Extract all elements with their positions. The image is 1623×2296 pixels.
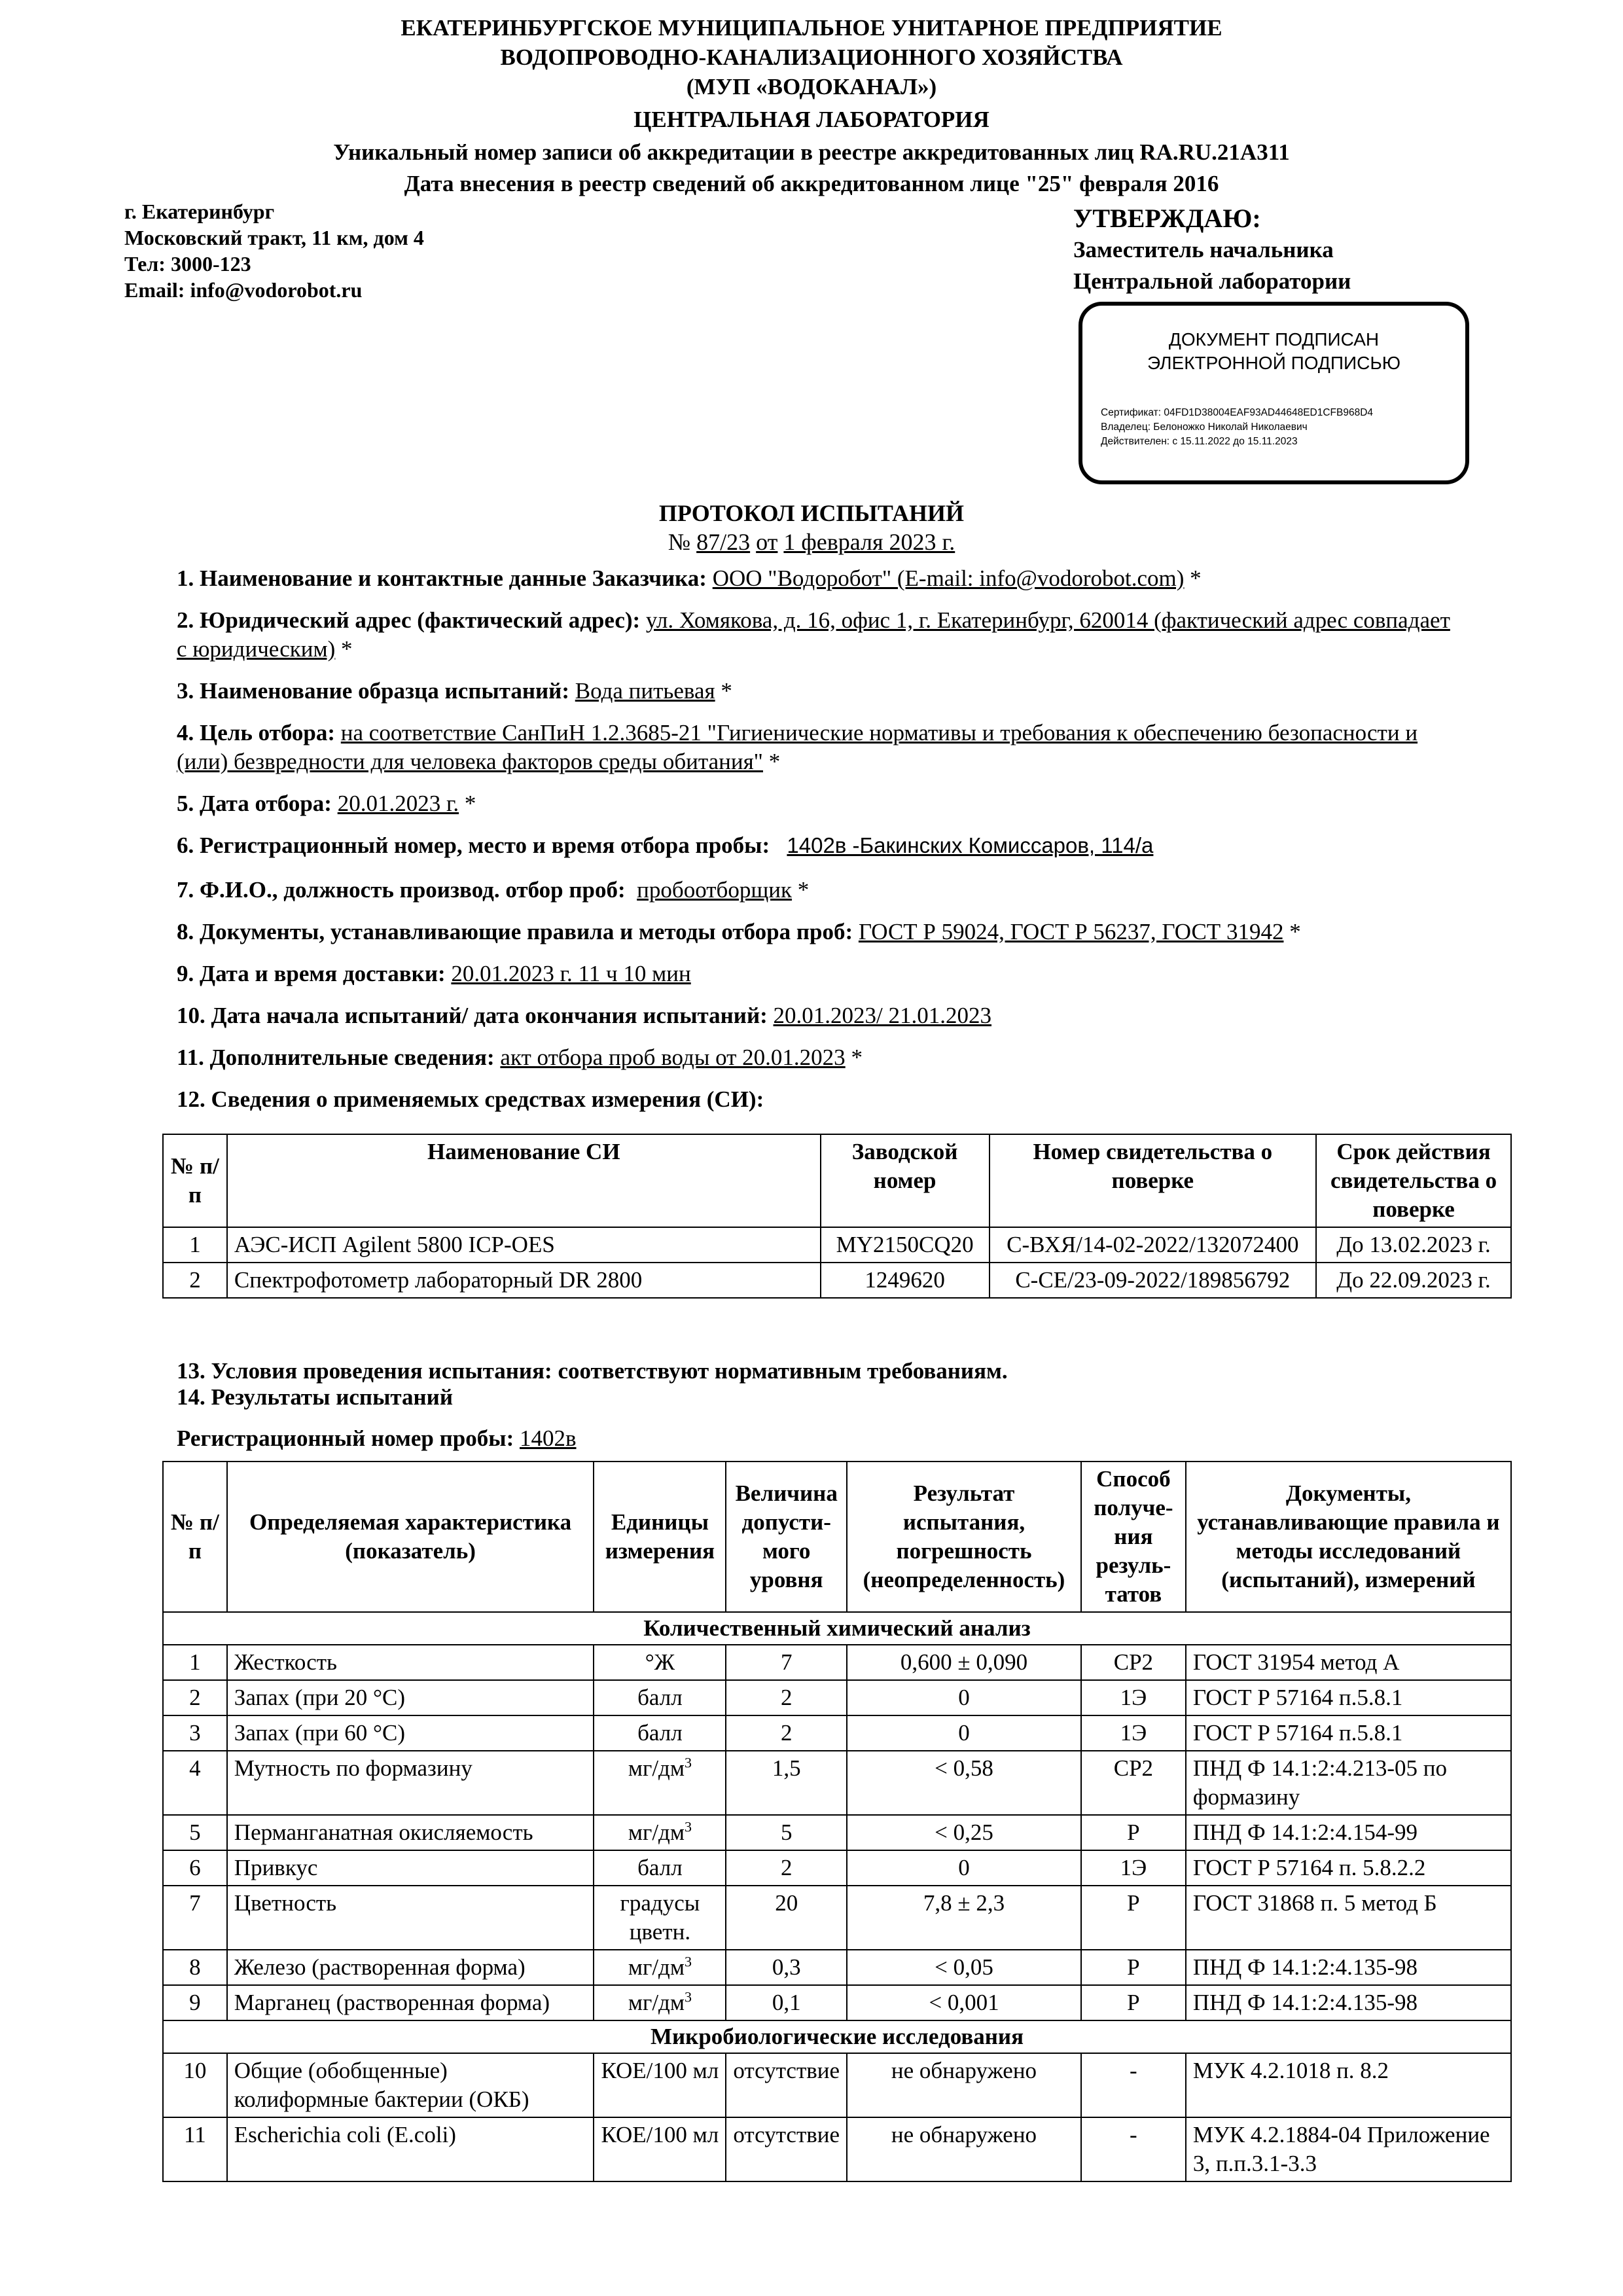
result-document: ПНД Ф 14.1:2:4.213-05 по формазину <box>1186 1751 1511 1815</box>
result-value: < 0,58 <box>847 1751 1081 1815</box>
table-row <box>163 1227 1511 1263</box>
table-row <box>163 1680 1511 1715</box>
result-document: ГОСТ Р 57164 п. 5.8.2.2 <box>1186 1850 1511 1886</box>
result-value: < 0,05 <box>847 1950 1081 1985</box>
field-8-value: ГОСТ Р 59024, ГОСТ Р 56237, ГОСТ 31942 <box>858 919 1284 944</box>
field-1-star: * <box>1190 565 1202 591</box>
protocol-date: 1 февраля 2023 г. <box>783 529 955 555</box>
field-sampling-date <box>177 789 1459 818</box>
field-test-dates <box>177 1001 1459 1030</box>
field-8-label: 8. Документы, устанавливающие правила и методы отбора проб: <box>177 919 853 944</box>
result-value: 0 <box>847 1850 1081 1886</box>
field-measuring-instruments <box>177 1085 1459 1114</box>
result-indicator: Привкус <box>227 1850 594 1886</box>
results-table <box>162 1461 1512 2182</box>
results-header-documents: Документы, устанавливающие правила и методы исследований (испытаний), измерений <box>1186 1462 1511 1612</box>
result-allowed: 7 <box>726 1645 847 1680</box>
results-header-allowed: Величина допусти-мого уровня <box>726 1462 847 1612</box>
instrument-num: 1 <box>163 1227 227 1263</box>
field-5-value: 20.01.2023 г. <box>337 791 459 816</box>
result-method: 1Э <box>1081 1850 1186 1886</box>
result-units: КОЕ/100 мл <box>594 2053 726 2117</box>
result-value: не обнаружено <box>847 2117 1081 2181</box>
field-sampling-documents <box>177 918 1459 946</box>
table-row <box>163 1850 1511 1886</box>
result-units: $мг/дм^3$ <box>594 1985 726 2020</box>
result-method: СР2 <box>1081 1645 1186 1680</box>
protocol-number: 87/23 <box>696 529 751 555</box>
sample-registration-label: Регистрационный номер пробы: <box>177 1426 514 1451</box>
table-row <box>163 1645 1511 1680</box>
field-2-label: 2. Юридический адрес (фактический адрес): <box>177 607 641 633</box>
instrument-validity: До 13.02.2023 г. <box>1316 1227 1511 1263</box>
result-method: - <box>1081 2117 1186 2181</box>
result-indicator: Марганец (растворенная форма) <box>227 1985 594 2020</box>
field-customer <box>177 564 1459 593</box>
table-row <box>163 1886 1511 1950</box>
field-3-label: 3. Наименование образца испытаний: <box>177 678 569 704</box>
field-9-label: 9. Дата и время доставки: <box>177 961 446 986</box>
results-header-method: Способ получе-ния резуль-татов <box>1081 1462 1186 1612</box>
section-13-14 <box>177 1358 1008 1410</box>
field-legal-address <box>177 606 1459 664</box>
result-indicator: Цветность <box>227 1886 594 1950</box>
result-indicator: Запах (при 20 °С) <box>227 1680 594 1715</box>
instruments-header-validity: Срок действия свидетельства о поверке <box>1316 1134 1511 1227</box>
result-value: < 0,25 <box>847 1815 1081 1850</box>
field-2-value: ул. Хомякова, д. 16, офис 1, г. Екатеринбург, 620014 (фактический адрес совпадает с юридическим) <box>177 607 1450 662</box>
field-7-value: пробоотборщик <box>637 877 793 903</box>
result-num: 1 <box>163 1645 227 1680</box>
result-indicator: Мутность по формазину <box>227 1751 594 1815</box>
org-line-1: ЕКАТЕРИНБУРГСКОЕ МУНИЦИПАЛЬНОЕ УНИТАРНОЕ ПРЕДПРИЯТИЕ <box>401 15 1222 41</box>
result-document: МУК 4.2.1018 п. 8.2 <box>1186 2053 1511 2117</box>
approval-title: УТВЕРЖДАЮ: <box>1073 204 1261 233</box>
microbiological-rows <box>163 2053 1511 2181</box>
instrument-name: Спектрофотометр лабораторный DR 2800 <box>227 1263 821 1298</box>
result-num: 5 <box>163 1815 227 1850</box>
signature-validity: Действителен: с 15.11.2022 до 15.11.2023 <box>1101 436 1298 447</box>
result-allowed: 0,3 <box>726 1950 847 1985</box>
field-11-value: акт отбора проб воды от 20.01.2023 <box>500 1045 846 1070</box>
field-6-value: 1402в -Бакинских Комиссаров, 114/а <box>787 833 1154 857</box>
section-chemical-label: Количественный химический анализ <box>163 1612 1511 1645</box>
result-document: ГОСТ Р 57164 п.5.8.1 <box>1186 1715 1511 1751</box>
result-method: 1Э <box>1081 1715 1186 1751</box>
result-document: ПНД Ф 14.1:2:4.135-98 <box>1186 1950 1511 1985</box>
field-11-star: * <box>851 1045 863 1070</box>
result-num: 10 <box>163 2053 227 2117</box>
field-1-label: 1. Наименование и контактные данные Заказчика: <box>177 565 707 591</box>
result-method: Р <box>1081 1815 1186 1850</box>
instruments-header-serial: Заводской номер <box>821 1134 990 1227</box>
instruments-header-name: Наименование СИ <box>227 1134 821 1227</box>
field-9-value: 20.01.2023 г. 11 ч 10 мин <box>451 961 691 986</box>
protocol-title: ПРОТОКОЛ ИСПЫТАНИЙ <box>658 500 965 526</box>
instrument-certificate: С-СЕ/23-09-2022/189856792 <box>990 1263 1317 1298</box>
table-row <box>163 1985 1511 2020</box>
field-6-label: 6. Регистрационный номер, место и время отбора пробы: <box>177 833 770 858</box>
table-row <box>163 2117 1511 2181</box>
result-method: - <box>1081 2053 1186 2117</box>
result-allowed: 20 <box>726 1886 847 1950</box>
result-indicator: Запах (при 60 °С) <box>227 1715 594 1751</box>
result-indicator: Жесткость <box>227 1645 594 1680</box>
instruments-header-num: № п/п <box>163 1134 227 1227</box>
address-phone: Тел: 3000-123 <box>124 252 251 276</box>
results-header-result: Результат испытания, погрешность (неопределенность) <box>847 1462 1081 1612</box>
result-num: 6 <box>163 1850 227 1886</box>
approval-block <box>1073 203 1351 297</box>
result-num: 4 <box>163 1751 227 1815</box>
result-document: ГОСТ Р 57164 п.5.8.1 <box>1186 1680 1511 1715</box>
sample-registration <box>177 1424 577 1453</box>
result-indicator: Общие (обобщенные) колиформные бактерии (ОКБ) <box>227 2053 594 2117</box>
field-sampler <box>177 876 1459 905</box>
result-allowed: отсутствие <box>726 2053 847 2117</box>
result-value: < 0,001 <box>847 1985 1081 2020</box>
instruments-header-row <box>163 1134 1511 1227</box>
result-value: 7,8 ± 2,3 <box>847 1886 1081 1950</box>
address-email: Email: info@vodorobot.ru <box>124 278 363 302</box>
result-document: МУК 4.2.1884-04 Приложение 3, п.п.3.1-3.3 <box>1186 2117 1511 2181</box>
result-num: 7 <box>163 1886 227 1950</box>
result-num: 2 <box>163 1680 227 1715</box>
section-row-chemical <box>163 1612 1511 1645</box>
result-units: °Ж <box>594 1645 726 1680</box>
instrument-validity: До 22.09.2023 г. <box>1316 1263 1511 1298</box>
field-3-value: Вода питьевая <box>575 678 715 704</box>
field-7-star: * <box>797 877 810 903</box>
org-line-2: ВОДОПРОВОДНО-КАНАЛИЗАЦИОННОГО ХОЗЯЙСТВА <box>500 45 1123 70</box>
field-5-label: 5. Дата отбора: <box>177 791 332 816</box>
field-4-label: 4. Цель отбора: <box>177 720 336 745</box>
field-additional-info <box>177 1043 1459 1072</box>
result-units: $мг/дм^3$ <box>594 1751 726 1815</box>
result-value: 0 <box>847 1680 1081 1715</box>
field-7-label: 7. Ф.И.О., должность производ. отбор проб: <box>177 877 626 903</box>
result-indicator: Железо (растворенная форма) <box>227 1950 594 1985</box>
registry-date: Дата внесения в реестр сведений об аккредитованном лице "25" февраля 2016 <box>404 171 1219 196</box>
result-num: 8 <box>163 1950 227 1985</box>
result-method: Р <box>1081 1985 1186 2020</box>
result-value: не обнаружено <box>847 2053 1081 2117</box>
result-allowed: отсутствие <box>726 2117 847 2181</box>
result-value: 0,600 ± 0,090 <box>847 1645 1081 1680</box>
instrument-serial: MY2150CQ20 <box>821 1227 990 1263</box>
org-line-3: (МУП «ВОДОКАНАЛ») <box>686 74 937 99</box>
field-registration-place <box>177 831 1459 860</box>
signature-certificate: Сертификат: 04FD1D38004EAF93AD44648ED1CFB968D4 <box>1101 407 1374 418</box>
result-document: ПНД Ф 14.1:2:4.135-98 <box>1186 1985 1511 2020</box>
result-value: 0 <box>847 1715 1081 1751</box>
electronic-signature-stamp <box>1079 302 1469 484</box>
protocol-from-label: от <box>756 529 778 555</box>
field-8-star: * <box>1289 919 1301 944</box>
instrument-num: 2 <box>163 1263 227 1298</box>
result-method: СР2 <box>1081 1751 1186 1815</box>
result-units: балл <box>594 1715 726 1751</box>
org-line-4: ЦЕНТРАЛЬНАЯ ЛАБОРАТОРИЯ <box>633 107 990 132</box>
result-allowed: 1,5 <box>726 1751 847 1815</box>
result-units: балл <box>594 1850 726 1886</box>
result-indicator: Перманганатная окисляемость <box>227 1815 594 1850</box>
field-12-label: 12. Сведения о применяемых средствах измерения (СИ): <box>177 1086 764 1112</box>
section-microbiological-label: Микробиологические исследования <box>163 2020 1511 2053</box>
result-num: 11 <box>163 2117 227 2181</box>
result-allowed: 2 <box>726 1680 847 1715</box>
protocol-fields <box>177 564 1459 1127</box>
result-units: КОЕ/100 мл <box>594 2117 726 2181</box>
table-row <box>163 1715 1511 1751</box>
field-10-label: 10. Дата начала испытаний/ дата окончания испытаний: <box>177 1003 768 1028</box>
address-city: г. Екатеринбург <box>124 200 275 223</box>
field-3-star: * <box>721 678 732 704</box>
result-units: балл <box>594 1680 726 1715</box>
result-document: ПНД Ф 14.1:2:4.154-99 <box>1186 1815 1511 1850</box>
approval-position-1: Заместитель начальника <box>1073 237 1334 262</box>
result-units: $мг/дм^3$ <box>594 1815 726 1850</box>
result-allowed: 5 <box>726 1815 847 1850</box>
accreditation-number: Уникальный номер записи об аккредитации в реестре аккредитованных лиц RA.RU.21А311 <box>333 139 1290 165</box>
result-method: Р <box>1081 1950 1186 1985</box>
signature-owner: Владелец: Белоножко Николай Николаевич <box>1101 422 1308 433</box>
result-method: Р <box>1081 1886 1186 1950</box>
field-sampling-purpose <box>177 719 1459 776</box>
instruments-header-certificate: Номер свидетельства о поверке <box>990 1134 1317 1227</box>
field-sample-name <box>177 677 1459 706</box>
field-1-value: ООО "Водоробот" (E-mail: info@vodorobot.com) <box>712 565 1185 591</box>
result-document: ГОСТ 31954 метод А <box>1186 1645 1511 1680</box>
result-units: $мг/дм^3$ <box>594 1950 726 1985</box>
field-4-star: * <box>768 749 781 774</box>
results-header-units: Единицы измерения <box>594 1462 726 1612</box>
results-header-indicator: Определяемая характеристика (показатель) <box>227 1462 594 1612</box>
field-4-value: на соответствие СанПиН 1.2.3685-21 "Гигиенические нормативы и требования к обеспечению безопасности и (или) безвредности для человека факторов среды обитания" <box>177 720 1418 774</box>
result-document: ГОСТ 31868 п. 5 метод Б <box>1186 1886 1511 1950</box>
section-14: 14. Результаты испытаний <box>177 1384 454 1410</box>
signature-line-1: ДОКУМЕНТ ПОДПИСАН <box>1168 329 1380 350</box>
section-row-microbiological <box>163 2020 1511 2053</box>
table-row <box>163 1815 1511 1850</box>
protocol-no-label: № <box>668 529 691 555</box>
field-2-star: * <box>341 636 353 662</box>
table-row <box>163 1263 1511 1298</box>
result-allowed: 2 <box>726 1850 847 1886</box>
result-num: 9 <box>163 1985 227 2020</box>
results-header-row <box>163 1462 1511 1612</box>
instrument-name: АЭС-ИСП Agilent 5800 ICP-OES <box>227 1227 821 1263</box>
table-row <box>163 1950 1511 1985</box>
approval-position-2: Центральной лаборатории <box>1073 268 1351 294</box>
instrument-serial: 1249620 <box>821 1263 990 1298</box>
sample-registration-value: 1402в <box>520 1426 577 1451</box>
field-delivery-date <box>177 960 1459 988</box>
result-allowed: 0,1 <box>726 1985 847 2020</box>
result-num: 3 <box>163 1715 227 1751</box>
chemical-rows <box>163 1645 1511 2020</box>
address-street: Московский тракт, 11 км, дом 4 <box>124 226 424 249</box>
table-row <box>163 1751 1511 1815</box>
instruments-table <box>162 1134 1512 1299</box>
field-10-value: 20.01.2023/ 21.01.2023 <box>773 1003 992 1028</box>
signature-line-2: ЭЛЕКТРОННОЙ ПОДПИСЬЮ <box>1147 353 1400 373</box>
table-row <box>163 2053 1511 2117</box>
field-11-label: 11. Дополнительные сведения: <box>177 1045 495 1070</box>
result-units: градусы цветн. <box>594 1886 726 1950</box>
section-13: 13. Условия проведения испытания: соответствуют нормативным требованиям. <box>177 1358 1008 1384</box>
results-header-num: № п/п <box>163 1462 227 1612</box>
instrument-certificate: С-ВХЯ/14-02-2022/132072400 <box>990 1227 1317 1263</box>
protocol-number-line <box>0 528 1623 556</box>
result-allowed: 2 <box>726 1715 847 1751</box>
result-method: 1Э <box>1081 1680 1186 1715</box>
result-indicator: Escherichia coli (E.coli) <box>227 2117 594 2181</box>
lab-address <box>124 198 424 303</box>
field-5-star: * <box>464 791 476 816</box>
